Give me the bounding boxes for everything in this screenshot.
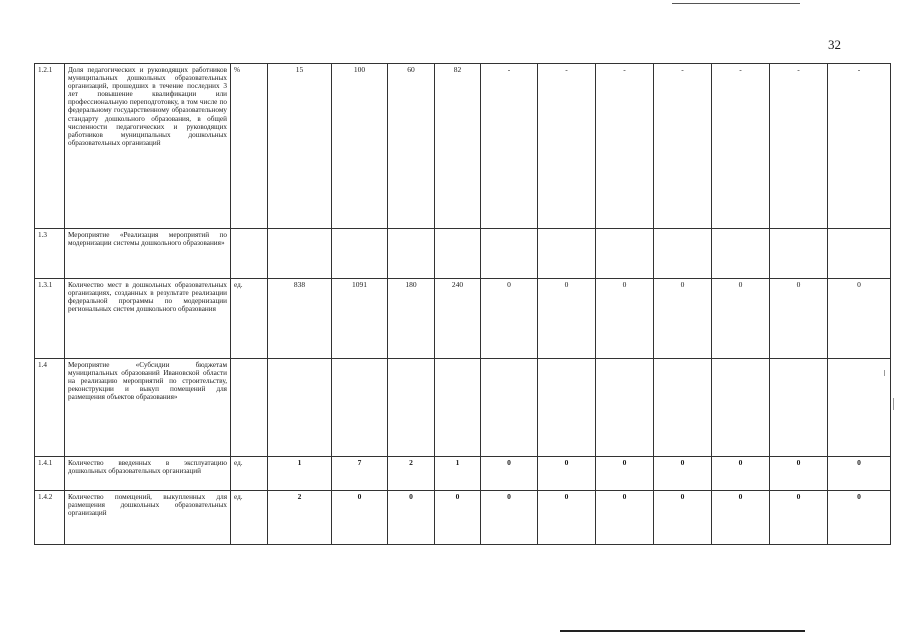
value-cell bbox=[388, 229, 435, 279]
value-cell: 0 bbox=[654, 457, 712, 491]
unit-cell: ед. bbox=[231, 457, 268, 491]
row-name-cell: Доля педагогических и руководящих работников муниципальных дошкольных образовательных организаций, прошедших в течение последних 3 лет повышение квалификации или профессиональную переподготовку, в том числе по федеральному государственному образовательному стандарту дошкольного образования, в общей численности педагогических и руководящих работников муниципальных дошкольных образовательных организаций bbox=[65, 64, 231, 229]
table-row bbox=[35, 491, 891, 545]
value-cell: 0 bbox=[654, 491, 712, 545]
value-cell: 0 bbox=[770, 279, 828, 359]
value-cell: 838 bbox=[268, 279, 332, 359]
row-number-cell: 1.4.2 bbox=[35, 491, 65, 545]
row-number-cell: 1.3 bbox=[35, 229, 65, 279]
table-row bbox=[35, 359, 891, 457]
unit-cell: ед. bbox=[231, 279, 268, 359]
value-cell bbox=[596, 229, 654, 279]
value-cell: 0 bbox=[596, 279, 654, 359]
value-cell: 0 bbox=[770, 491, 828, 545]
value-cell: 0 bbox=[828, 279, 891, 359]
row-name-cell: Количество помещений, выкупленных для размещения дошкольных образовательных организаций bbox=[65, 491, 231, 545]
value-cell: - bbox=[712, 64, 770, 229]
table-row bbox=[35, 64, 891, 229]
value-cell: 0 bbox=[712, 457, 770, 491]
value-cell: 0 bbox=[828, 457, 891, 491]
value-cell: 240 bbox=[435, 279, 481, 359]
value-cell bbox=[828, 359, 891, 457]
table-row bbox=[35, 279, 891, 359]
value-cell: 0 bbox=[654, 279, 712, 359]
row-name-cell: Мероприятие «Субсидии бюджетам муниципальных образований Ивановской области на реализацию мероприятий по строительству, реконструкции и выкуп помещений для размещения объектов образования» bbox=[65, 359, 231, 457]
page-number: 32 bbox=[828, 37, 841, 52]
value-cell: - bbox=[828, 64, 891, 229]
unit-cell: ед. bbox=[231, 491, 268, 545]
unit-cell bbox=[231, 359, 268, 457]
value-cell: 0 bbox=[388, 491, 435, 545]
value-cell: 0 bbox=[481, 279, 538, 359]
value-cell bbox=[481, 229, 538, 279]
value-cell bbox=[435, 359, 481, 457]
value-cell: 0 bbox=[712, 279, 770, 359]
value-cell bbox=[654, 359, 712, 457]
value-cell: 1 bbox=[435, 457, 481, 491]
value-cell: 2 bbox=[388, 457, 435, 491]
value-cell: - bbox=[538, 64, 596, 229]
value-cell bbox=[712, 359, 770, 457]
value-cell bbox=[538, 359, 596, 457]
value-cell: 100 bbox=[332, 64, 388, 229]
value-cell: 0 bbox=[828, 491, 891, 545]
value-cell bbox=[268, 229, 332, 279]
value-cell: 0 bbox=[538, 457, 596, 491]
row-number-cell: 1.4 bbox=[35, 359, 65, 457]
row-number-cell: 1.4.1 bbox=[35, 457, 65, 491]
value-cell bbox=[654, 229, 712, 279]
scan-mark bbox=[893, 398, 894, 410]
value-cell: 0 bbox=[770, 457, 828, 491]
value-cell: 180 bbox=[388, 279, 435, 359]
table-row bbox=[35, 229, 891, 279]
value-cell bbox=[332, 229, 388, 279]
row-name-cell: Количество введенных в эксплуатацию дошкольных образовательных организаций bbox=[65, 457, 231, 491]
value-cell bbox=[596, 359, 654, 457]
indicators-table bbox=[34, 63, 891, 545]
bottom-rule bbox=[560, 630, 805, 632]
value-cell: 15 bbox=[268, 64, 332, 229]
value-cell: 0 bbox=[332, 491, 388, 545]
value-cell: 0 bbox=[538, 279, 596, 359]
value-cell bbox=[828, 229, 891, 279]
value-cell: 82 bbox=[435, 64, 481, 229]
value-cell: - bbox=[481, 64, 538, 229]
row-number-cell: 1.3.1 bbox=[35, 279, 65, 359]
row-name-cell: Мероприятие «Реализация мероприятий по модернизации системы дошкольного образования» bbox=[65, 229, 231, 279]
value-cell bbox=[268, 359, 332, 457]
row-number-cell: 1.2.1 bbox=[35, 64, 65, 229]
value-cell bbox=[770, 359, 828, 457]
value-cell bbox=[435, 229, 481, 279]
value-cell bbox=[481, 359, 538, 457]
row-name-cell: Количество мест в дошкольных образовательных организациях, созданных в результате реализации федеральной программы по модернизации региональных систем дошкольного образования bbox=[65, 279, 231, 359]
unit-cell: % bbox=[231, 64, 268, 229]
value-cell: 1091 bbox=[332, 279, 388, 359]
table-row bbox=[35, 457, 891, 491]
value-cell: 0 bbox=[481, 457, 538, 491]
value-cell: 0 bbox=[481, 491, 538, 545]
unit-cell bbox=[231, 229, 268, 279]
value-cell: 0 bbox=[596, 457, 654, 491]
value-cell bbox=[388, 359, 435, 457]
value-cell: 0 bbox=[435, 491, 481, 545]
value-cell: 1 bbox=[268, 457, 332, 491]
value-cell: 0 bbox=[596, 491, 654, 545]
value-cell bbox=[538, 229, 596, 279]
value-cell: 0 bbox=[712, 491, 770, 545]
value-cell bbox=[770, 229, 828, 279]
top-rule bbox=[672, 3, 800, 4]
value-cell bbox=[332, 359, 388, 457]
value-cell: 60 bbox=[388, 64, 435, 229]
value-cell: - bbox=[770, 64, 828, 229]
value-cell bbox=[712, 229, 770, 279]
value-cell: - bbox=[654, 64, 712, 229]
value-cell: 2 bbox=[268, 491, 332, 545]
value-cell: 7 bbox=[332, 457, 388, 491]
value-cell: 0 bbox=[538, 491, 596, 545]
value-cell: - bbox=[596, 64, 654, 229]
